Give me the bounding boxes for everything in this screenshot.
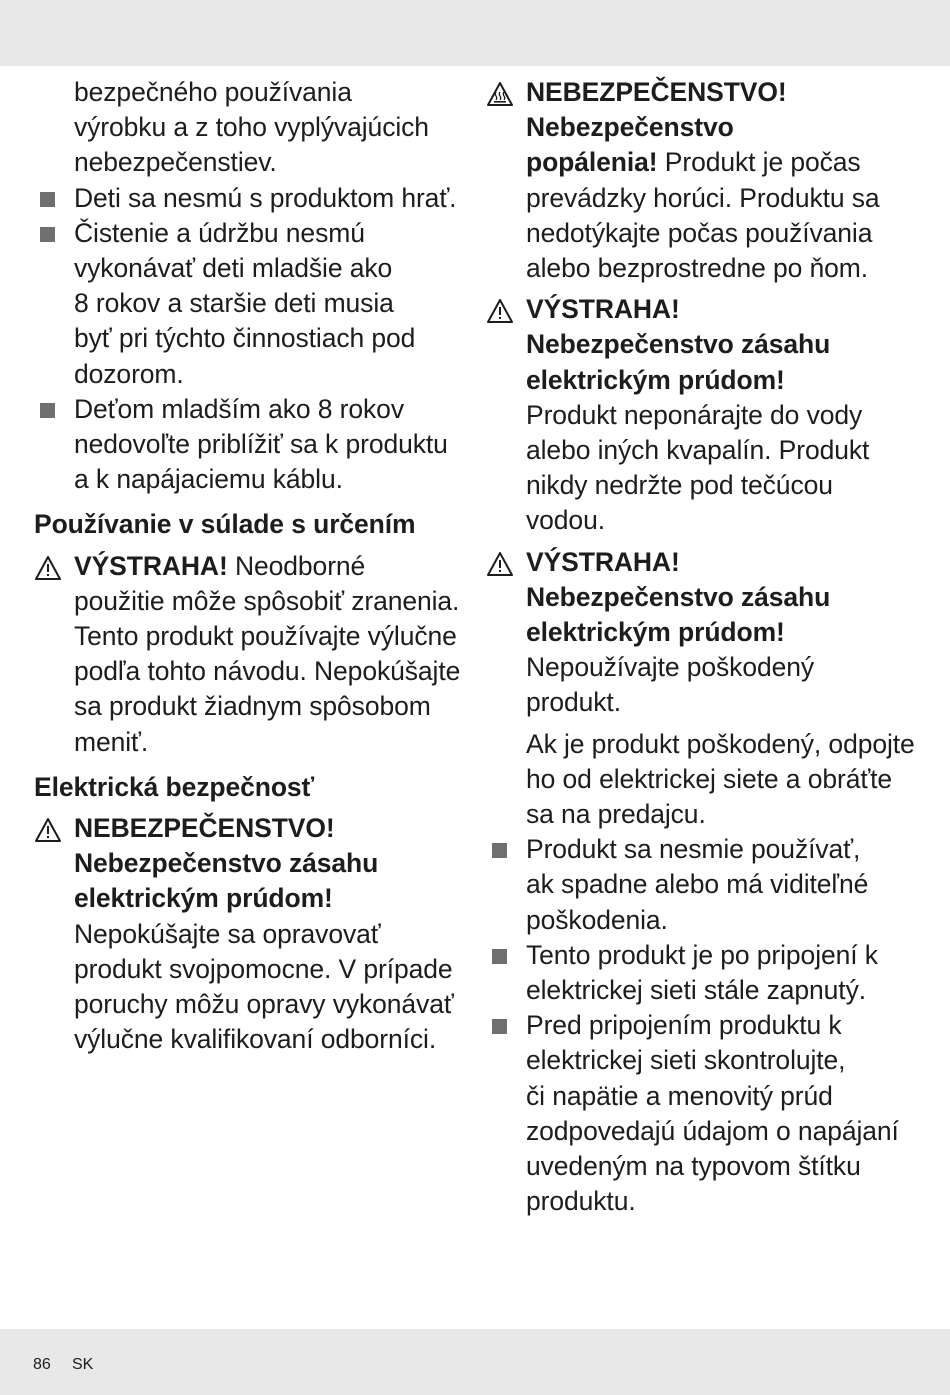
list-item: Produkt sa nesmie používať, ak spadne alebo má viditeľné poškodenia. [486, 832, 926, 938]
square-bullet-icon [492, 843, 507, 858]
left-column [34, 75, 474, 1057]
header-bar [0, 0, 950, 66]
footer-bar [0, 1329, 950, 1395]
square-bullet-icon [492, 949, 507, 964]
hot-surface-warning-icon [486, 81, 514, 107]
paragraph: Ak je produkt poškodený, odpojte ho od elektrickej siete a obráťte sa na predajcu. [526, 728, 915, 830]
warning-triangle-icon [486, 298, 514, 324]
list-item: Pred pripojením produktu k elektrickej sieti skontrolujte, či napätie a menovitý prúd zodpovedajú údajom o napájaní uvedeným na typovom štítku produktu. [486, 1008, 926, 1219]
list-item: Tento produkt je po pripojení k elektrickej sieti stále zapnutý. [486, 938, 926, 1008]
warning-block: NEBEZPEČENSTVO! Nebezpečenstvo zásahu elektrickým prúdom! Nepokúšajte sa opravovať produkt svojpomocne. V prípade poruchy môžu opravy vykonávať výlučne kvalifikovaní odborníci. [34, 811, 474, 1057]
square-bullet-icon [40, 192, 55, 207]
square-bullet-icon [492, 1019, 507, 1034]
warning-block: VÝSTRAHA! Neodborné použitie môže spôsobiť zranenia. Tento produkt používajte výlučne podľa tohto návodu. Nepokúšajte sa produkt žiadnym spôsobom meniť. [34, 549, 474, 760]
language-code: SK [72, 1356, 94, 1373]
warning-triangle-icon [34, 817, 62, 843]
warning-block: NEBEZPEČENSTVO! Nebezpečenstvo popálenia! Produkt je počas prevádzky horúci. Produktu sa nedotýkajte počas používania alebo bezprostredne po ňom. [486, 75, 926, 286]
section-heading: Elektrická bezpečnosť [34, 771, 315, 802]
right-column [486, 75, 926, 1220]
continued-bullet-text: bezpečného používania výrobku a z toho vyplývajúcich nebezpečenstiev. [74, 77, 429, 178]
list-item: Deťom mladším ako 8 rokov nedovoľte priblížiť sa k produktu a k napájaciemu káblu. [34, 392, 474, 498]
warning-block: VÝSTRAHA! Nebezpečenstvo zásahu elektrickým prúdom! Nepoužívajte poškodený produkt. [486, 545, 926, 721]
warning-triangle-icon [486, 551, 514, 577]
section-heading: Používanie v súlade s určením [34, 509, 416, 540]
square-bullet-icon [40, 227, 55, 242]
page-number: 86 [33, 1356, 51, 1373]
list-item: Čistenie a údržbu nesmú vykonávať deti mladšie ako 8 rokov a staršie deti musia byť pri týchto činnostiach pod dozorom. [34, 216, 474, 392]
warning-block: VÝSTRAHA! Nebezpečenstvo zásahu elektrickým prúdom! Produkt neponárajte do vody alebo iných kvapalín. Produkt nikdy nedržte pod tečúcou vodou. [486, 292, 926, 538]
square-bullet-icon [40, 403, 55, 418]
list-item: Deti sa nesmú s produktom hrať. [34, 181, 474, 216]
warning-triangle-icon [34, 555, 62, 581]
